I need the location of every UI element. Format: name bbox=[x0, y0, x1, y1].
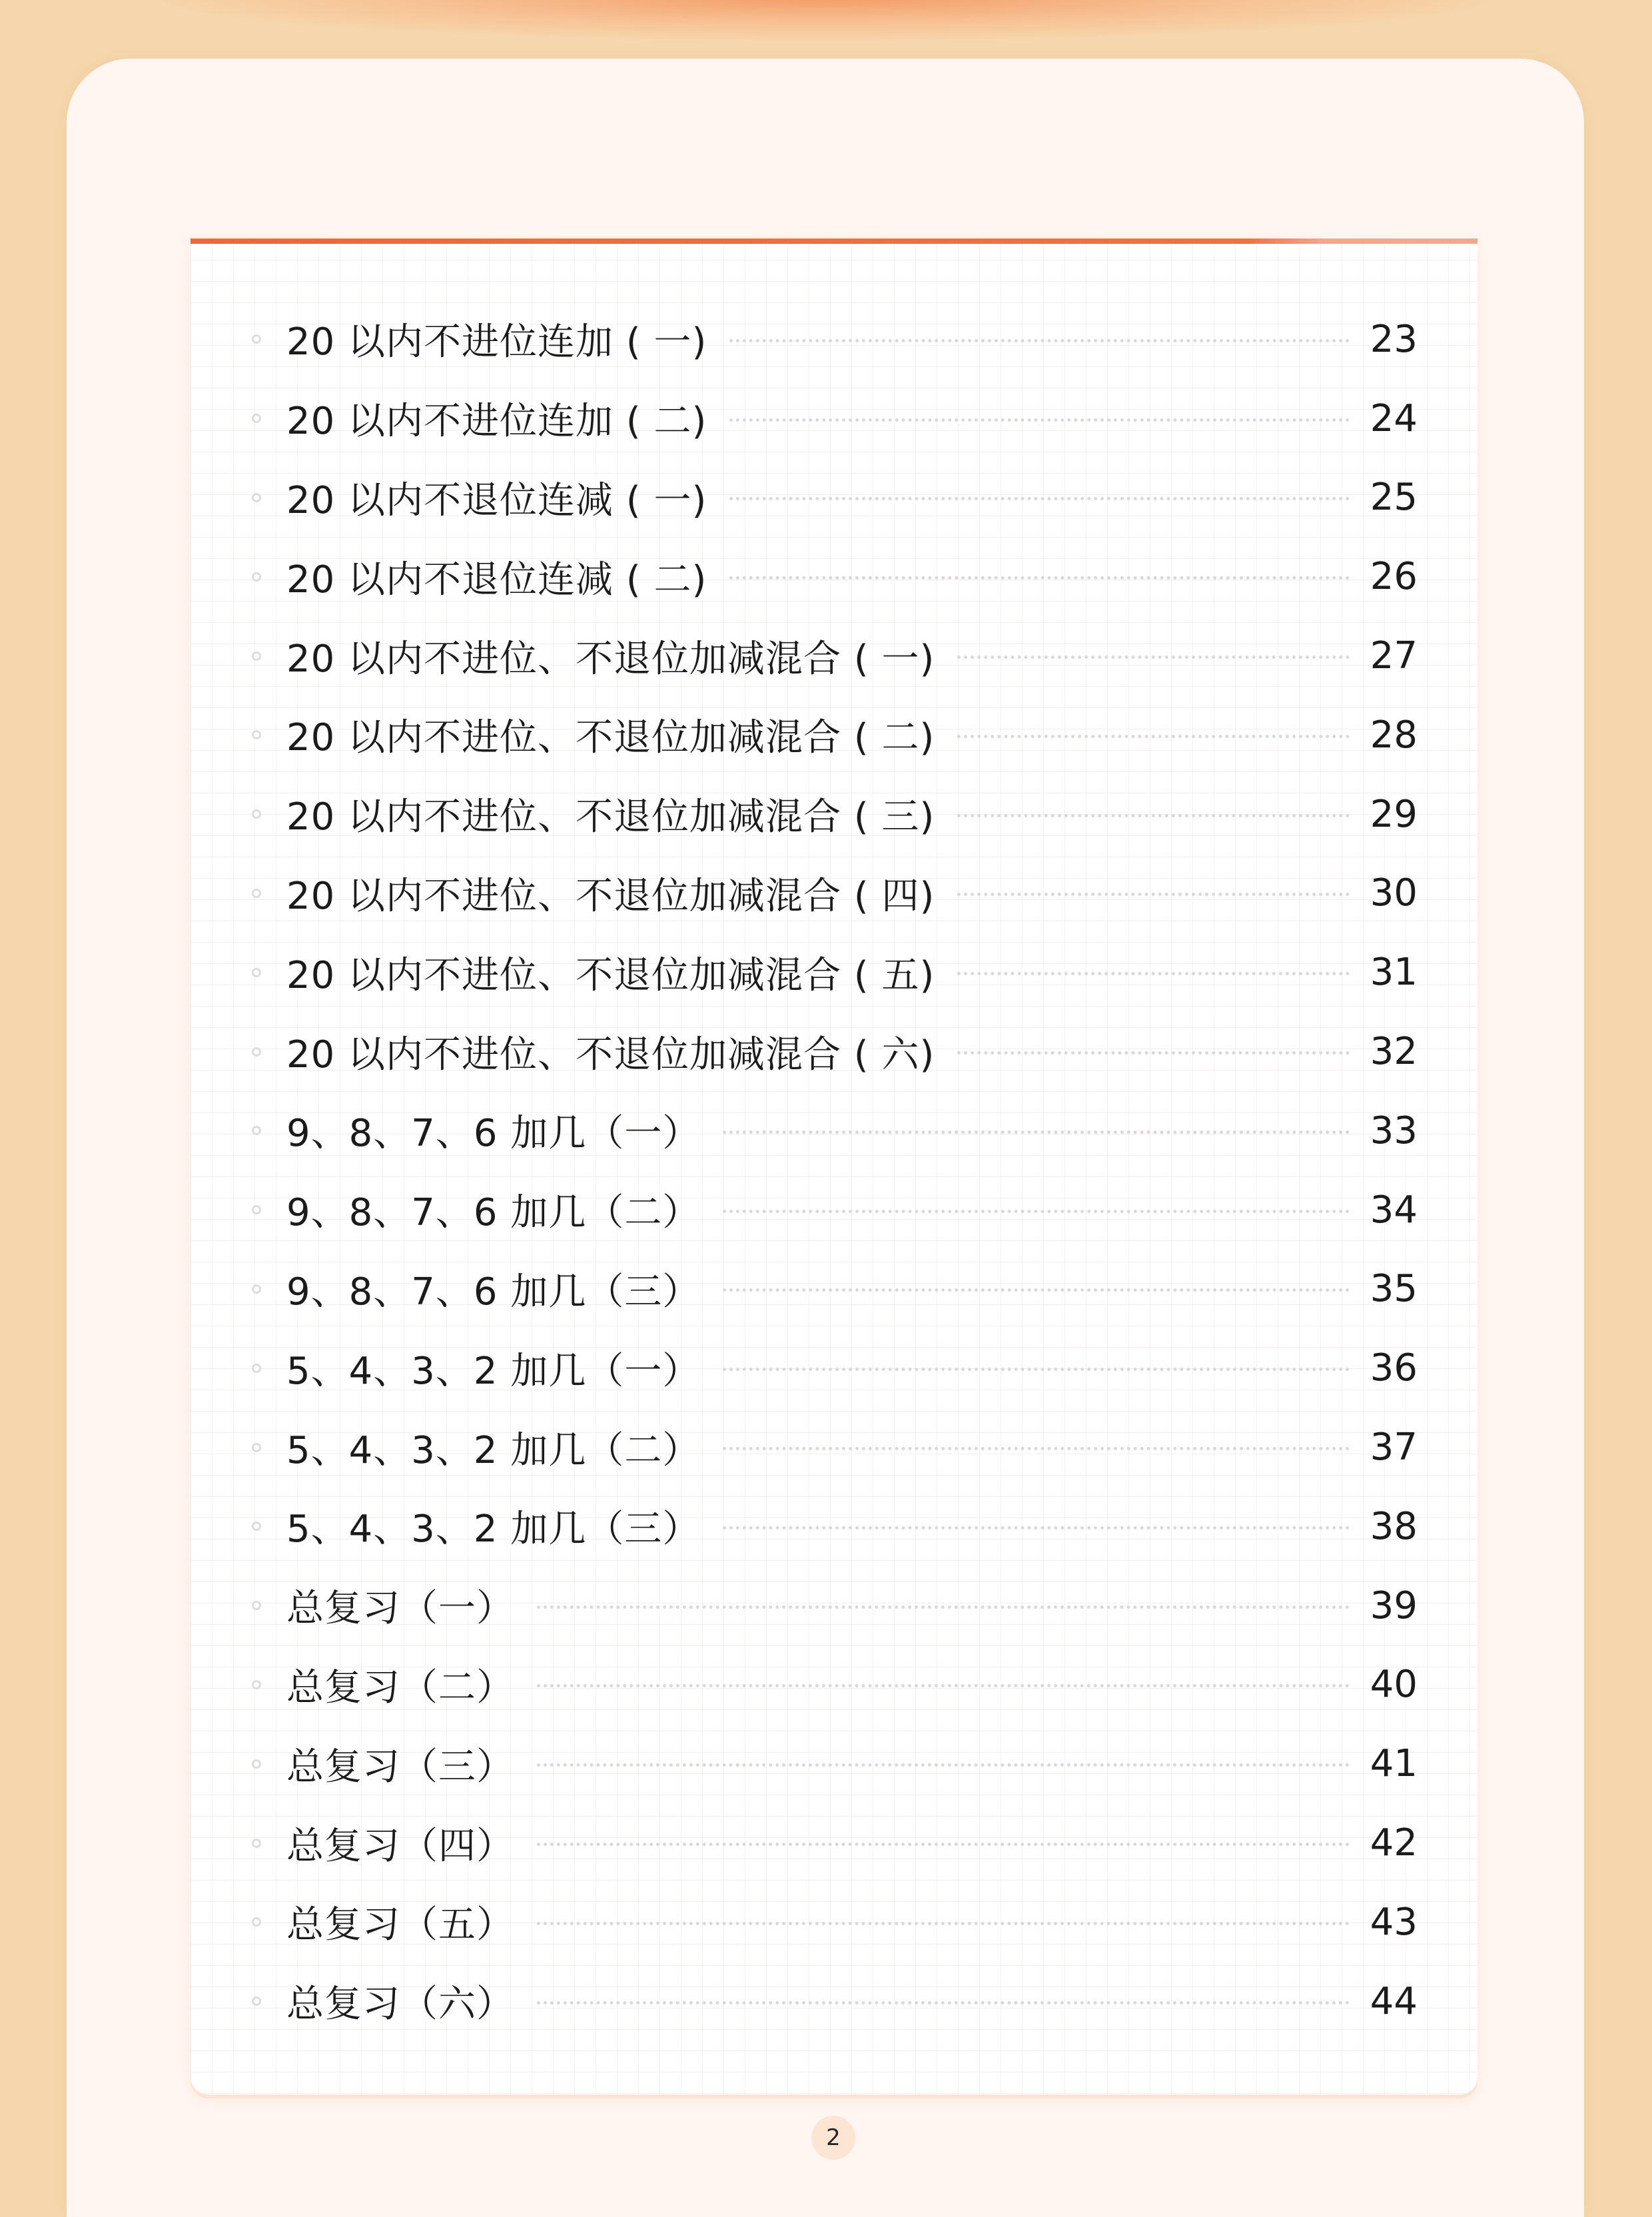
toc-item-page-number: 34 bbox=[1370, 1188, 1418, 1232]
toc-item-page-number: 41 bbox=[1370, 1742, 1418, 1786]
bullet-icon bbox=[252, 493, 261, 502]
bullet-icon bbox=[252, 572, 261, 582]
toc-item-title: 9、8、7、6 加几（二） bbox=[286, 1191, 701, 1235]
toc-item-page-number: 29 bbox=[1370, 792, 1418, 836]
toc-item-page-number: 39 bbox=[1370, 1583, 1418, 1627]
toc-item[interactable] bbox=[252, 1645, 1418, 1725]
toc-item-title: 总复习（六） bbox=[286, 1983, 514, 2026]
page-number-badge: 2 bbox=[811, 2116, 855, 2160]
toc-item[interactable] bbox=[252, 616, 1418, 695]
toc-item-title: 5、4、3、2 加几（三） bbox=[286, 1508, 701, 1552]
toc-item[interactable] bbox=[252, 854, 1418, 933]
toc-item[interactable] bbox=[252, 775, 1418, 854]
toc-item[interactable] bbox=[252, 1883, 1418, 1962]
bullet-icon bbox=[252, 1996, 261, 2006]
toc-item-page-number: 23 bbox=[1370, 317, 1418, 361]
toc-item-title: 9、8、7、6 加几（一） bbox=[286, 1112, 701, 1156]
toc-item[interactable] bbox=[252, 1962, 1418, 2041]
toc-item-title: 20 以内不进位、不退位加减混合 ( 六) bbox=[286, 1033, 935, 1077]
toc-item-page-number: 32 bbox=[1370, 1030, 1418, 1074]
toc-item[interactable] bbox=[252, 1487, 1418, 1566]
toc-item[interactable] bbox=[252, 379, 1418, 458]
toc-item-page-number: 36 bbox=[1370, 1346, 1418, 1390]
dot-leader bbox=[957, 814, 1350, 817]
toc-item[interactable] bbox=[252, 1408, 1418, 1487]
toc-item[interactable] bbox=[252, 300, 1418, 379]
dot-leader bbox=[723, 1447, 1350, 1450]
toc-item-page-number: 40 bbox=[1370, 1663, 1418, 1707]
bullet-icon bbox=[252, 1759, 261, 1769]
toc-item[interactable] bbox=[252, 695, 1418, 775]
dot-leader bbox=[957, 656, 1350, 659]
dot-leader bbox=[537, 1843, 1350, 1846]
toc-item-title: 20 以内不进位连加 ( 二) bbox=[286, 400, 707, 444]
toc-item[interactable] bbox=[252, 1328, 1418, 1408]
toc-item-title: 9、8、7、6 加几（三） bbox=[286, 1270, 701, 1314]
toc-item-page-number: 33 bbox=[1370, 1108, 1418, 1152]
toc-item[interactable] bbox=[252, 537, 1418, 616]
bullet-icon bbox=[252, 1680, 261, 1689]
dot-leader bbox=[537, 1763, 1350, 1767]
toc-item[interactable] bbox=[252, 458, 1418, 538]
toc-item-page-number: 38 bbox=[1370, 1504, 1418, 1548]
toc-item-page-number: 44 bbox=[1370, 1979, 1418, 2023]
toc-item[interactable] bbox=[252, 1091, 1418, 1170]
bullet-icon bbox=[252, 1917, 261, 1927]
panel-top-rule bbox=[191, 238, 1477, 244]
dot-leader bbox=[957, 972, 1350, 975]
toc-item[interactable] bbox=[252, 1170, 1418, 1250]
bullet-icon bbox=[252, 1205, 261, 1214]
toc-item[interactable] bbox=[252, 1566, 1418, 1645]
toc-item[interactable] bbox=[252, 1250, 1418, 1329]
toc-item-title: 20 以内不进位、不退位加减混合 ( 一) bbox=[286, 637, 935, 681]
toc-item[interactable] bbox=[252, 1012, 1418, 1091]
dot-leader bbox=[537, 1922, 1350, 1925]
bullet-icon bbox=[252, 1126, 261, 1135]
toc-item-page-number: 42 bbox=[1370, 1821, 1418, 1865]
table-of-contents bbox=[252, 300, 1418, 2041]
toc-item-title: 5、4、3、2 加几（二） bbox=[286, 1428, 701, 1472]
toc-item-page-number: 30 bbox=[1370, 871, 1418, 915]
toc-item-title: 总复习（四） bbox=[286, 1824, 514, 1868]
toc-item-page-number: 37 bbox=[1370, 1426, 1418, 1470]
toc-item[interactable] bbox=[252, 1724, 1418, 1803]
dot-leader bbox=[957, 1051, 1350, 1055]
dot-leader bbox=[729, 418, 1350, 422]
bullet-icon bbox=[252, 1443, 261, 1452]
bullet-icon bbox=[252, 1284, 261, 1294]
bullet-icon bbox=[252, 652, 261, 661]
dot-leader bbox=[723, 1288, 1350, 1292]
bullet-icon bbox=[252, 968, 261, 977]
toc-item-page-number: 28 bbox=[1370, 713, 1418, 757]
toc-item-page-number: 43 bbox=[1370, 1900, 1418, 1944]
dot-leader bbox=[729, 576, 1350, 580]
dot-leader bbox=[723, 1368, 1350, 1371]
bullet-icon bbox=[252, 889, 261, 898]
bullet-icon bbox=[252, 1364, 261, 1373]
toc-item-page-number: 27 bbox=[1370, 634, 1418, 678]
toc-item-title: 总复习（二） bbox=[286, 1665, 514, 1709]
toc-item-title: 20 以内不进位、不退位加减混合 ( 二) bbox=[286, 716, 935, 760]
dot-leader bbox=[723, 1130, 1350, 1134]
bullet-icon bbox=[252, 414, 261, 423]
dot-leader bbox=[957, 735, 1350, 738]
bullet-icon bbox=[252, 1601, 261, 1610]
dot-leader bbox=[957, 893, 1350, 896]
dot-leader bbox=[537, 1684, 1350, 1687]
toc-item-title: 20 以内不进位、不退位加减混合 ( 四) bbox=[286, 874, 935, 918]
bullet-icon bbox=[252, 1047, 261, 1057]
toc-item-title: 20 以内不进位、不退位加减混合 ( 三) bbox=[286, 795, 935, 839]
dot-leader bbox=[729, 339, 1350, 342]
toc-item-title: 5、4、3、2 加几（一） bbox=[286, 1349, 701, 1393]
toc-item-page-number: 31 bbox=[1370, 951, 1418, 995]
dot-leader bbox=[723, 1526, 1350, 1530]
toc-item-page-number: 25 bbox=[1370, 476, 1418, 520]
toc-item-title: 20 以内不进位连加 ( 一) bbox=[286, 320, 707, 364]
dot-leader bbox=[723, 1210, 1350, 1213]
toc-item-page-number: 24 bbox=[1370, 396, 1418, 440]
toc-item-title: 20 以内不进位、不退位加减混合 ( 五) bbox=[286, 953, 935, 997]
bullet-icon bbox=[252, 1522, 261, 1531]
toc-item-title: 总复习（一） bbox=[286, 1587, 514, 1631]
bullet-icon bbox=[252, 730, 261, 739]
bullet-icon bbox=[252, 809, 261, 819]
dot-leader bbox=[537, 2001, 1350, 2004]
toc-item-title: 总复习（三） bbox=[286, 1745, 514, 1789]
toc-item[interactable] bbox=[252, 933, 1418, 1012]
toc-panel bbox=[191, 238, 1477, 2094]
dot-leader bbox=[729, 497, 1350, 500]
toc-item[interactable] bbox=[252, 1803, 1418, 1883]
top-glow bbox=[160, 0, 1492, 40]
toc-item-title: 总复习（五） bbox=[286, 1903, 514, 1947]
bullet-icon bbox=[252, 334, 261, 344]
bullet-icon bbox=[252, 1839, 261, 1848]
dot-leader bbox=[537, 1605, 1350, 1609]
toc-item-title: 20 以内不退位连减 ( 二) bbox=[286, 558, 707, 602]
toc-item-page-number: 35 bbox=[1370, 1267, 1418, 1311]
toc-item-page-number: 26 bbox=[1370, 555, 1418, 599]
toc-item-title: 20 以内不退位连减 ( 一) bbox=[286, 478, 707, 522]
